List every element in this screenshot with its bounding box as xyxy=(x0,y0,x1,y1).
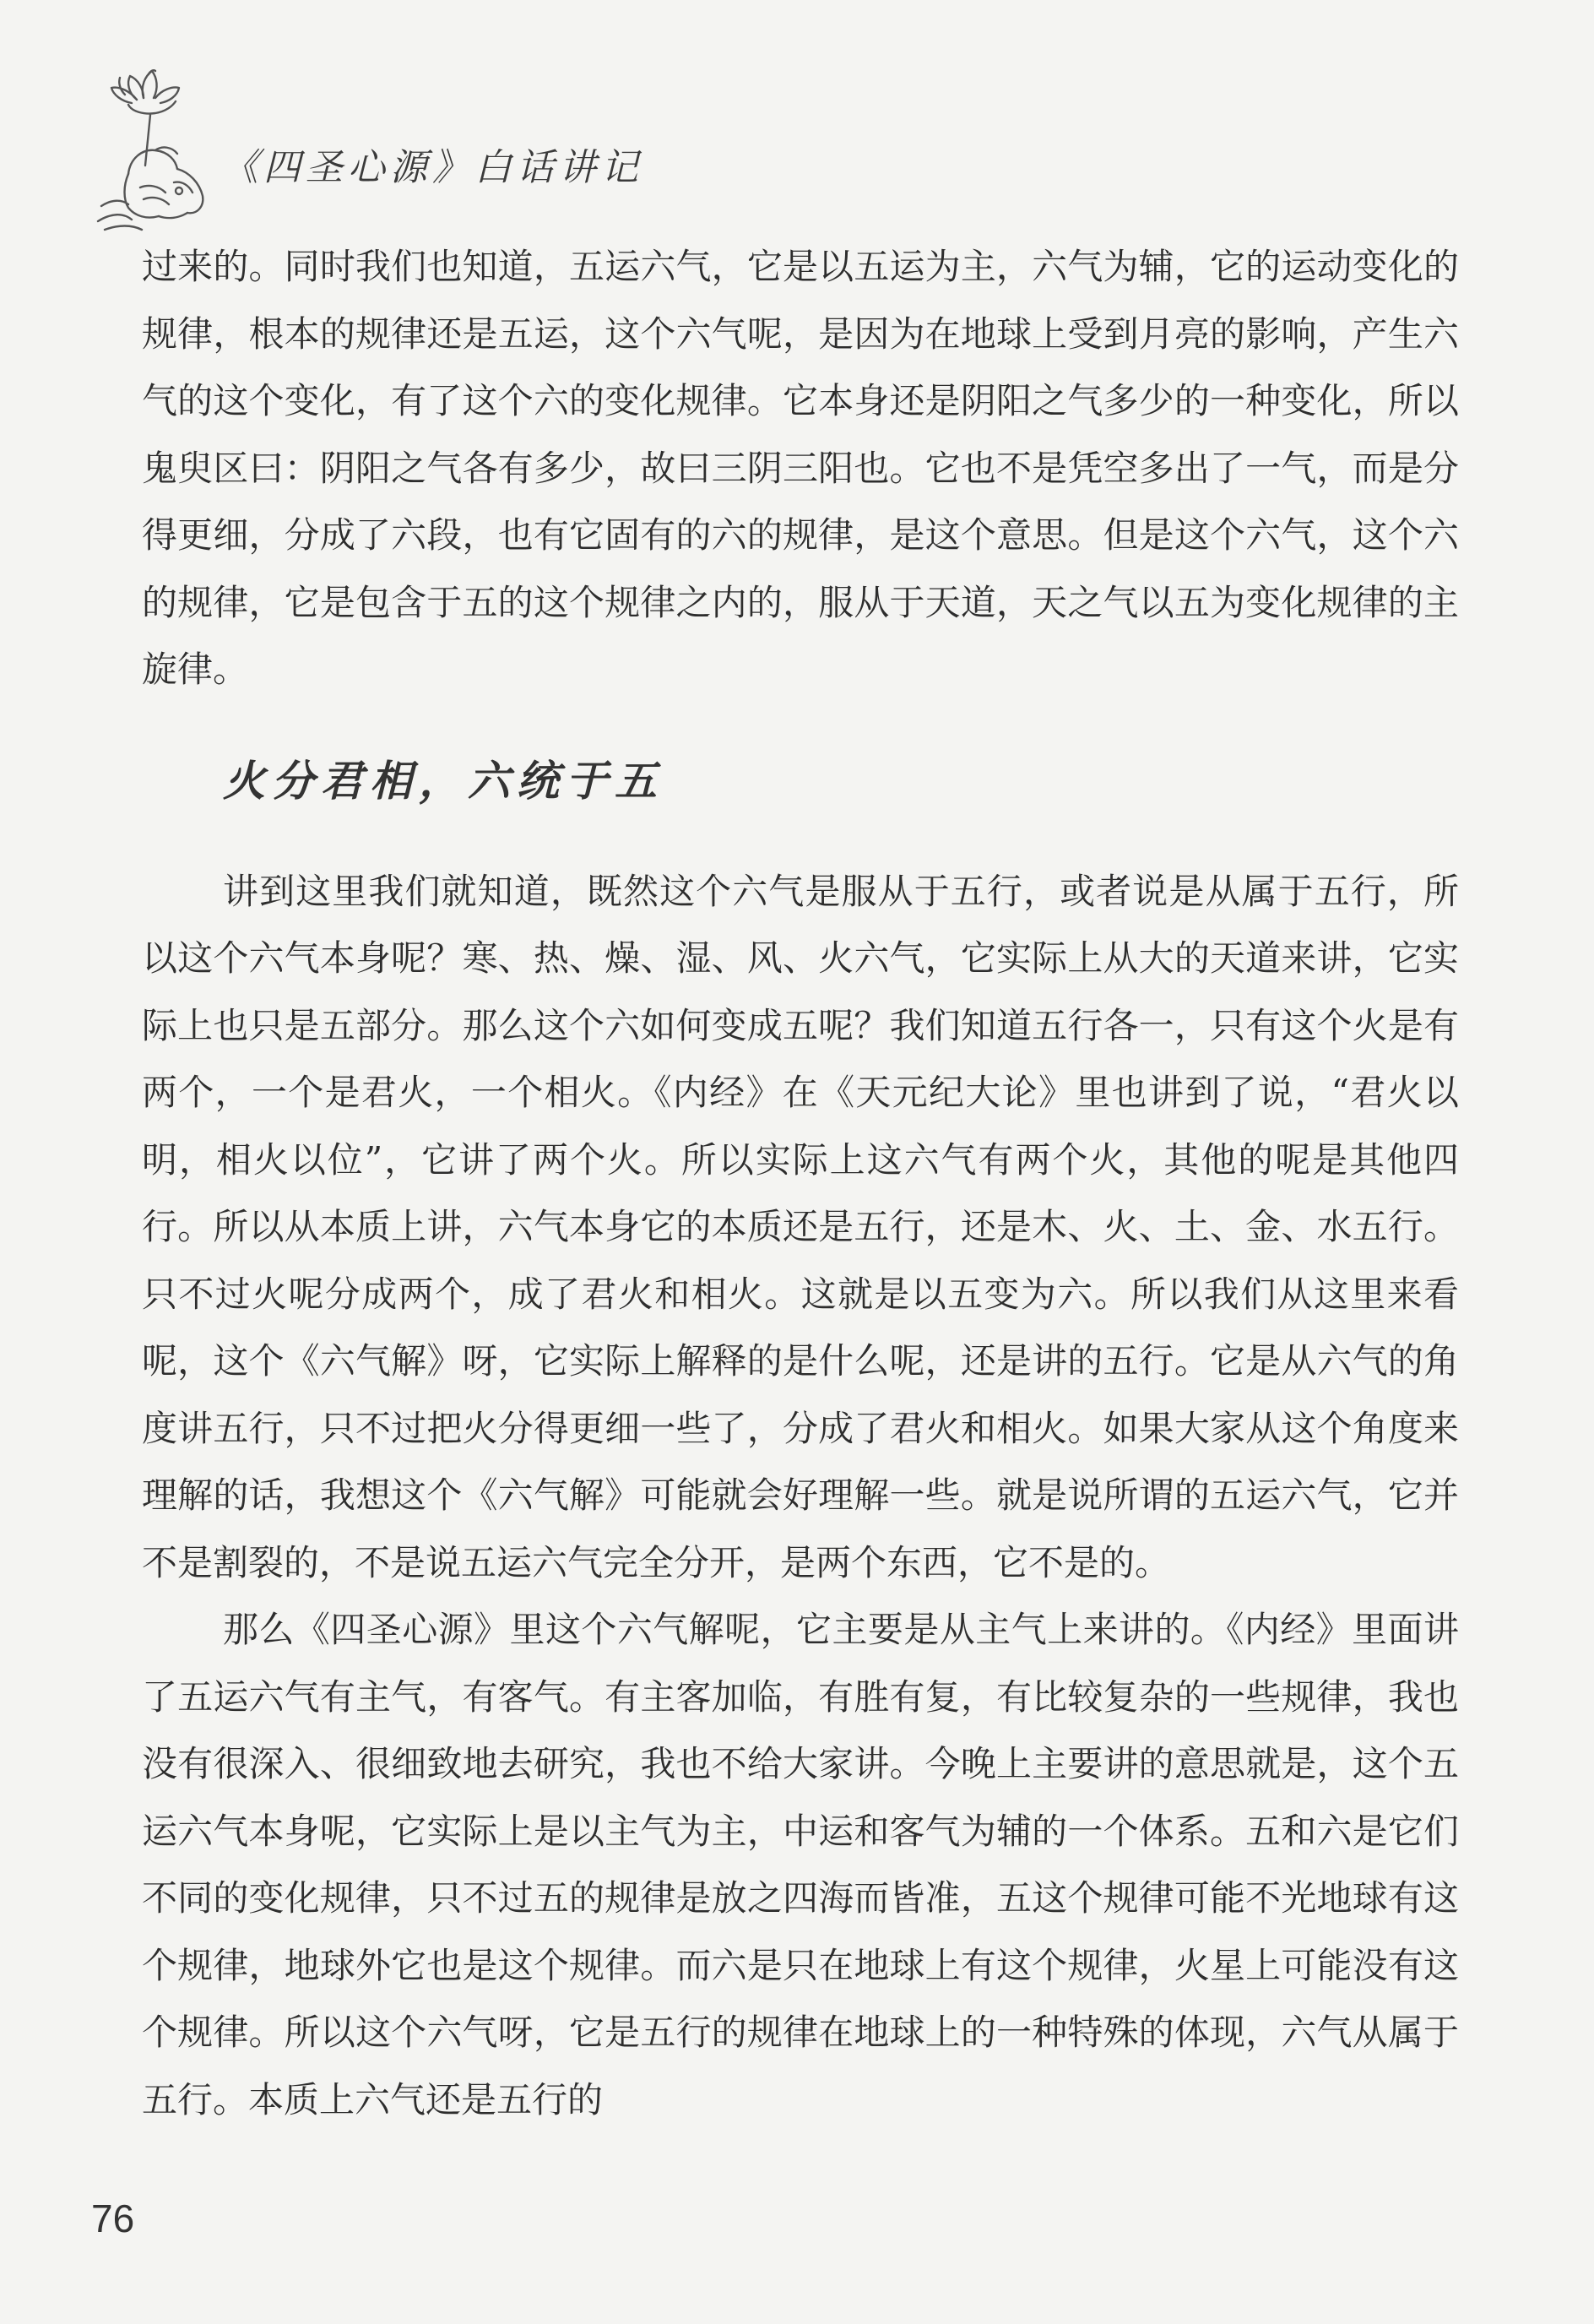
page-number: 76 xyxy=(91,2196,135,2240)
paragraph-continued: 过来的。同时我们也知道，五运六气，它是以五运为主，六气为辅，它的运动变化的规律，根本的规律还是五运，这个六气呢，是因为在地球上受到月亮的影响，产生六气的这个变化，有了这个六的变化规律。它本身还是阴阳之气多少的一种变化，所以鬼臾区曰：阴阳之气各有多少，故曰三阴三阳也。它也不是凭空多出了一气，而是分得更细，分成了六段，也有它固有的六的规律，是这个意思。但是这个六气，这个六的规律，它是包含于五的这个规律之内的，服从于天道，天之气以五为变化规律的主旋律。 xyxy=(142,246,1459,690)
paragraph: 讲到这里我们就知道，既然这个六气是服从于五行，或者说是从属于五行，所以这个六气本身呢？寒、热、燥、湿、风、火六气，它实际上从大的天道来讲，它实际上也只是五部分。那么这个六如何变成五呢？我们知道五行各一，只有这个火是有两个，一个是君火，一个相火。《内经》在《天元纪大论》里也讲到了说，“君火以明，相火以位”，它讲了两个火。所以实际上这六气有两个火，其他的呢是其他四行。所以从本质上讲，六气本身它的本质还是五行，还是木、火、土、金、水五行。只不过火呢分成两个，成了君火和相火。这就是以五变为六。所以我们从这里来看呢，这个《六气解》呀，它实际上解释的是什么呢，还是讲的五行。它是从六气的角度讲五行，只不过把火分得更细一些了，分成了君火和相火。如果大家从这个角度来理解的话，我想这个《六气解》可能就会好理解一些。就是说所谓的五运六气，它并不是割裂的，不是说五运六气完全分开，是两个东西，它不是的。 xyxy=(142,870,1459,1583)
running-title: 《四圣心源》白话讲记 xyxy=(221,146,643,189)
paragraph: 那么《四圣心源》里这个六气解呢，它主要是从主气上来讲的。《内经》里面讲了五运六气有主气，有客气。有主客加临，有胜有复，有比较复杂的一些规律，我也没有很深入、很细致地去研究，我也不给大家讲。今晚上主要讲的意思就是，这个五运六气本身呢，它实际上是以主气为主，中运和客气为辅的一个体系。五和六是它们不同的变化规律，只不过五的规律是放之四海而皆准，五这个规律可能不光地球有这个规律，地球外它也是这个规律。而六是只在地球上有这个规律，火星上可能没有这个规律。所以这个六气呀，它是五行的规律在地球上的一种特殊的体现，六气从属于五行。本质上六气还是五行的 xyxy=(142,1609,1459,2120)
section-heading: 火分君相，六统于五 xyxy=(223,755,664,806)
page-body xyxy=(142,233,1459,2133)
lotus-hand-icon xyxy=(95,64,221,233)
running-header xyxy=(95,64,686,233)
